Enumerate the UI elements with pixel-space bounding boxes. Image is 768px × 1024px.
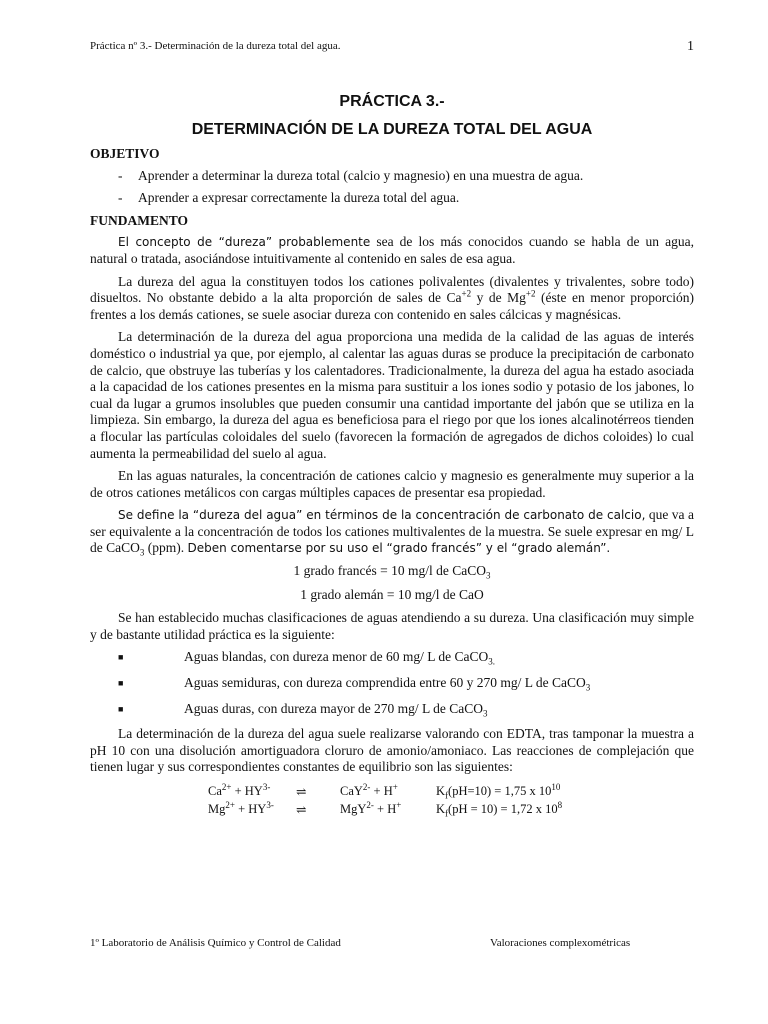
page-footer bbox=[90, 937, 694, 949]
reaction-magnesium: $Mg^{2+} + HY^{3-}$ ⇌ MgY$^{2-}$ + H+ $K_f(pH = 10) = 1,72$ x $10^8$ bbox=[208, 799, 563, 819]
paragraph-7: La determinación de la dureza del agua suele realizarse valorando con EDTA, tras tamponar la muestra a pH 10 con una disolución amortiguadora cloruro de amonio/amoniaco. Las reacciones de complejación que tienen lugar y sus correspondientes constantes de equilibrio son las siguientes: bbox=[90, 726, 694, 775]
paragraph-5: Se define la “dureza del agua” en términos de la concentración de carbonato de calcio, que va a ser equivalente a la concentración de todos los cationes multivalentes de la muestra. Se suele expresar en mg/ L de CaCO$_3$ (ppm). Deben comentarse por su uso el “grado francés” y el “grado alemán”. bbox=[90, 507, 694, 559]
objetivo-item: - Aprender a determinar la dureza total (calcio y magnesio) en una muestra de agua. bbox=[118, 167, 584, 183]
equation-grado-frances: 1 grado francés = 10 mg/l de CaCO$_3$ bbox=[293, 563, 491, 581]
equilibrium-arrow-icon: ⇌ bbox=[296, 803, 307, 817]
formation-constant: $K_f(pH = 10) = 1,72$ x $10^8$ bbox=[436, 799, 563, 819]
classification-item: ■ Aguas semiduras, con dureza comprendida entre 60 y 270 mg/ L de CaCO$_3$ bbox=[118, 675, 591, 693]
reaction-equations bbox=[208, 782, 694, 818]
objetivo-heading: OBJETIVO bbox=[90, 146, 160, 161]
page-header bbox=[90, 40, 694, 52]
paragraph-6: Se han establecido muchas clasificaciones de aguas atendiendo a su dureza. Una clasificación muy simple y de bastante utilidad práctica es la siguiente: bbox=[90, 610, 694, 642]
fundamento-heading: FUNDAMENTO bbox=[90, 212, 189, 228]
square-bullet-icon: ■ bbox=[118, 678, 124, 689]
classification-item: ■ Aguas blandas, con dureza menor de 60 mg/ L de CaCO$_{3.}$ bbox=[118, 649, 496, 668]
reaction-calcium: $Ca^{2+} + HY^{3-}$ ⇌ CaY$^{2-}$ + H+ $K_f(pH=10) = 1,75$ x $10^{10}$ bbox=[208, 781, 561, 801]
equilibrium-arrow-icon: ⇌ bbox=[296, 785, 307, 799]
paragraph-1: El concepto de “dureza” probablemente sea de los más conocidos cuando se habla de un agua, natural o tratada, asociándose intuitivamente al contenido en sales de esa agua. bbox=[90, 234, 694, 266]
main-content bbox=[90, 146, 694, 818]
practice-subtitle: DETERMINACIÓN DE LA DUREZA TOTAL DEL AGUA bbox=[191, 121, 593, 138]
formation-constant: $K_f(pH=10) = 1,75$ x $10^{10}$ bbox=[436, 781, 561, 801]
equation-grado-aleman: 1 grado alemán = 10 mg/l de CaO bbox=[300, 586, 484, 602]
footer-left: 1º Laboratorio de Análisis Químico y Control de Calidad bbox=[90, 937, 341, 949]
paragraph-4: En las aguas naturales, la concentración de cationes calcio y magnesio es generalmente muy superior a la de otros cationes metálicos con cargas múltiples capaces de presentar esa propiedad. bbox=[90, 468, 694, 500]
running-title: Práctica nº 3.- Determinación de la dureza total del agua. bbox=[90, 40, 341, 52]
paragraph-3: La determinación de la dureza del agua proporciona una medida de la calidad de las aguas de interés doméstico o industrial ya que, por ejemplo, al calentar las aguas duras se produce la precipitación de carbonato de calcio, que obstruye las tuberías y los calentadores. Tradicionalmente, la dureza del agua ha estado asociada a la capacidad de los cationes presentes en la misma para sustituir a los iones sodio y potasio de los jabones, lo cual da lugar a grumos insolubles que pueden consumir una cantidad importante del jabón que se utiliza en la limpieza. Sin embargo, la dureza del agua es beneficiosa para el riego por que los iones alcalinotérreos tienden a flocular las partículas coloidales del suelo (favorecen la formación de agregados de dichos coloides) lo cual aumenta la permeabilidad del suelo al agua. bbox=[90, 329, 694, 461]
objetivo-item: - Aprender a expresar correctamente la dureza total del agua. bbox=[118, 190, 460, 206]
footer-right: Valoraciones complexométricas bbox=[490, 937, 631, 949]
square-bullet-icon: ■ bbox=[118, 703, 124, 714]
square-bullet-icon: ■ bbox=[118, 652, 124, 663]
classification-item: ■ Aguas duras, con dureza mayor de 270 mg/ L de CaCO$_3$ bbox=[118, 700, 488, 719]
paragraph-2: La dureza del agua la constituyen todos los cationes polivalentes (divalentes y trivalentes, sobre todo) disueltos. No obstante debido a la alta proporción de sales de $Ca^{+2}$ y de $Mg^{+2}$ (éste en menor proporción) frentes a los demás cationes, se suele asociar dureza con contenido en sales cálcicas y magnésicas. bbox=[90, 273, 694, 322]
practice-title: PRÁCTICA 3.- bbox=[339, 93, 445, 110]
page-number: 1 bbox=[687, 39, 694, 54]
